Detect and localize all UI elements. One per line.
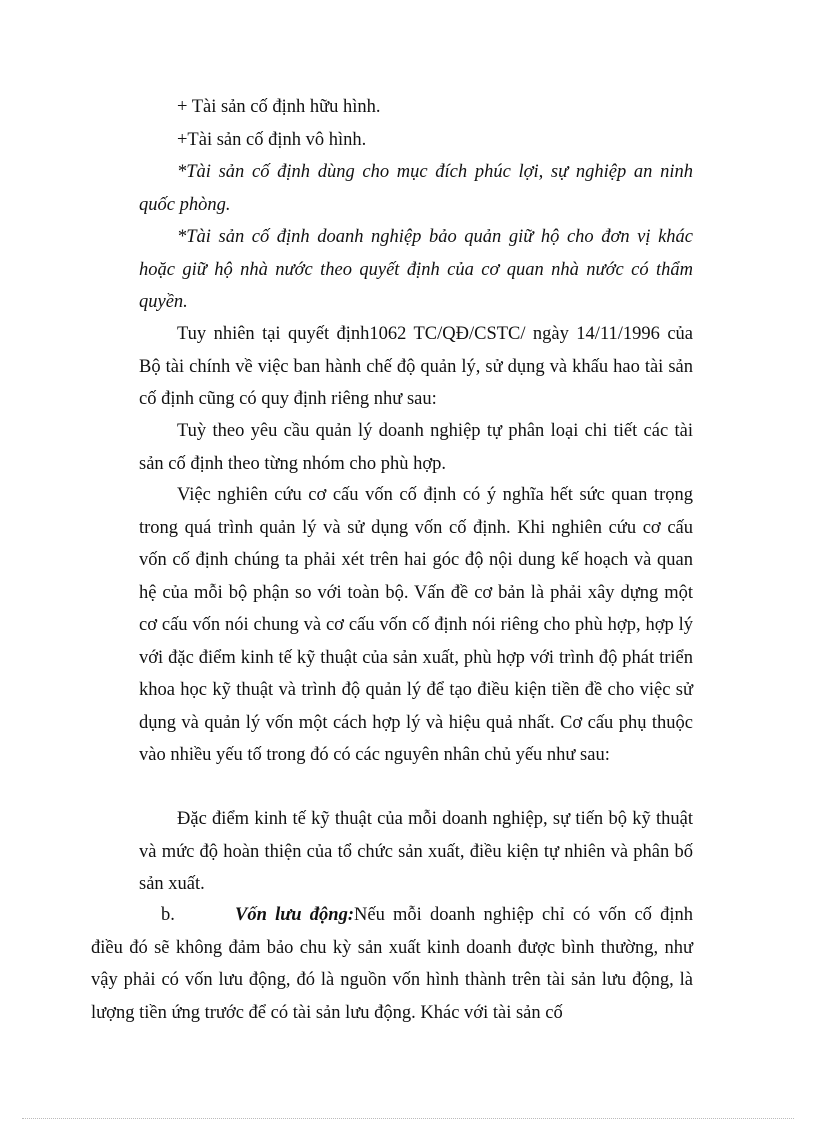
paragraph-intangible-assets: +Tài sản cố định vô hình.: [177, 130, 367, 150]
paragraph-capital-structure: Việc nghiên cứu cơ cấu vốn cố định có ý nghĩa hết sức quan trọng trong quá trình quản lý và sử dụng vốn cố định. Khi nghiên cứu cơ cấu vốn cố định chúng ta phải xét trên hai góc độ nội dung kế hoạch và quan hệ của mỗi bộ phận so với toàn bộ. Vấn đề cơ bản là phải xây dựng một cơ cấu vốn nói chung và cơ cấu vốn cố định nói riêng cho phù hợp, hợp lý với đặc điểm kinh tế kỹ thuật của sản xuất, phù hợp với trình độ phát triển khoa học kỹ thuật và trình độ quản lý để tạo điều kiện tiền đề cho việc sử dụng và quản lý vốn một cách hợp lý và hiệu quả nhất. Cơ cấu phụ thuộc vào nhiều yếu tố trong đó có các nguyên nhân chủ yếu như sau:: [139, 485, 693, 765]
paragraph-custody-assets: *Tài sản cố định doanh nghiệp bảo quản giữ hộ cho đơn vị khác hoặc giữ hộ nhà nước theo quyết định của cơ quan nhà nước có thẩm quyền.: [139, 227, 693, 312]
page-bottom-divider: [22, 1118, 794, 1119]
paragraph-technical-factors: Đặc điểm kinh tế kỹ thuật của mỗi doanh nghiệp, sự tiến bộ kỹ thuật và mức độ hoàn thiện của tổ chức sản xuất, điều kiện tự nhiên và phân bố sản xuất.: [139, 809, 693, 894]
paragraph-tangible-assets: + Tài sản cố định hữu hình.: [177, 97, 381, 117]
paragraph-decision-1062: Tuy nhiên tại quyết định1062 TC/QĐ/CSTC/ ngày 14/11/1996 của Bộ tài chính về việc ban hành chế độ quản lý, sử dụng và khấu hao tài sản cố định cũng có quy định riêng như sau:: [139, 324, 693, 409]
section-b-working-capital: [91, 899, 693, 1029]
paragraph-welfare-assets: *Tài sản cố định dùng cho mục đích phúc lợi, sự nghiệp an ninh quốc phòng.: [139, 162, 693, 215]
paragraph-classification: Tuỳ theo yêu cầu quản lý doanh nghiệp tự phân loại chi tiết các tài sản cố định theo từng nhóm cho phù hợp.: [139, 421, 693, 474]
section-b-heading: Vốn lưu động:: [235, 905, 355, 925]
section-b-body: Nếu mỗi doanh nghiệp chỉ có vốn cố định điều đó sẽ không đảm bảo chu kỳ sản xuất kinh doanh được bình thường, như vậy phải có vốn lưu động, đó là nguồn vốn hình thành trên tài sản lưu động, là lượng tiền ứng trước để có tài sản lưu động. Khác với tài sản cố: [91, 905, 694, 1023]
section-b-marker: b.: [161, 905, 175, 925]
